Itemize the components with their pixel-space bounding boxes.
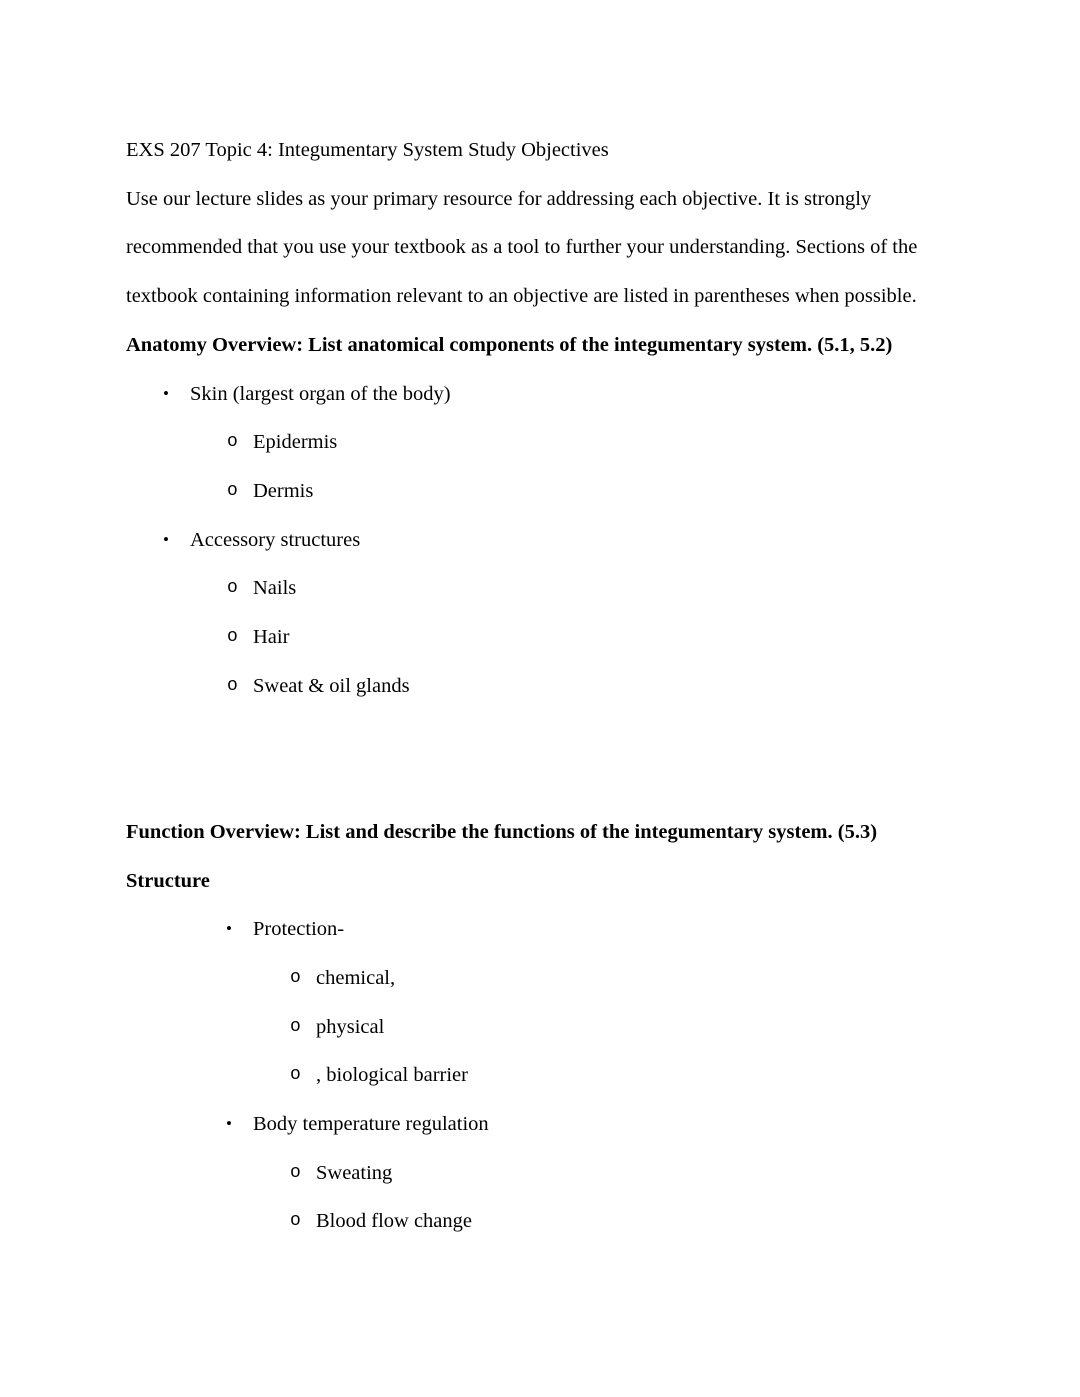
document-title: EXS 207 Topic 4: Integumentary System Study Objectives [126,139,609,161]
list-item [126,516,946,565]
list-item [126,564,946,613]
list-item-label: Nails [253,577,297,600]
list-item-label: Sweat & oil glands [253,674,410,697]
list-item-label: physical [316,1015,385,1038]
list-item-label: Hair [253,626,290,649]
list-item-label: Blood flow change [316,1210,472,1233]
list-item-label: Body temperature regulation [253,1113,489,1136]
list-item [126,613,946,662]
list-item-label: Sweating [316,1161,393,1184]
intro-paragraph: Use our lecture slides as your primary resource for addressing each objective. It is strongly recommended that you use your textbook as a tool to further your understanding. Sections of the textbook containing information relevant to an objective are listed in parentheses when possible. [126,187,918,308]
list-item [126,467,946,516]
list-item-label: chemical, [316,966,396,989]
list-item [189,1003,946,1052]
bullet-dot-icon [226,1100,253,1149]
list-item [189,1149,946,1198]
list-item-label: , biological barrier [316,1064,468,1087]
section-gap [126,710,946,807]
list-item [189,954,946,1003]
section-heading-anatomy-overview: Anatomy Overview: List anatomical components of the integumentary system. (5.1, 5.2) [126,333,893,356]
list-item-label: Epidermis [253,431,338,454]
document-body [126,126,946,1246]
bullet-circle-icon [227,467,253,516]
subheading-structure: Structure [126,869,210,892]
list-item [189,1051,946,1100]
list-item [126,418,946,467]
bullet-circle-icon [290,1197,316,1246]
list-item [126,370,946,419]
bullet-circle-icon [290,954,316,1003]
list-item [126,662,946,711]
bullet-dot-icon [163,516,190,565]
bullet-circle-icon [227,564,253,613]
list-item [189,1100,946,1149]
bullet-dot-icon [226,905,253,954]
list-item-label: Protection- [253,918,345,941]
list-item-label: Dermis [253,479,314,502]
list-item [189,1197,946,1246]
list-item [189,905,946,954]
bullet-circle-icon [290,1051,316,1100]
list-item-label: Accessory structures [190,528,361,551]
bullet-circle-icon [227,613,253,662]
bullet-circle-icon [227,662,253,711]
bullet-circle-icon [290,1003,316,1052]
bullet-circle-icon [290,1149,316,1198]
bullet-dot-icon [163,370,190,419]
list-item-label: Skin (largest organ of the body) [190,382,451,405]
bullet-circle-icon [227,418,253,467]
section-heading-function-overview: Function Overview: List and describe the functions of the integumentary system. (5.3) [126,820,878,843]
